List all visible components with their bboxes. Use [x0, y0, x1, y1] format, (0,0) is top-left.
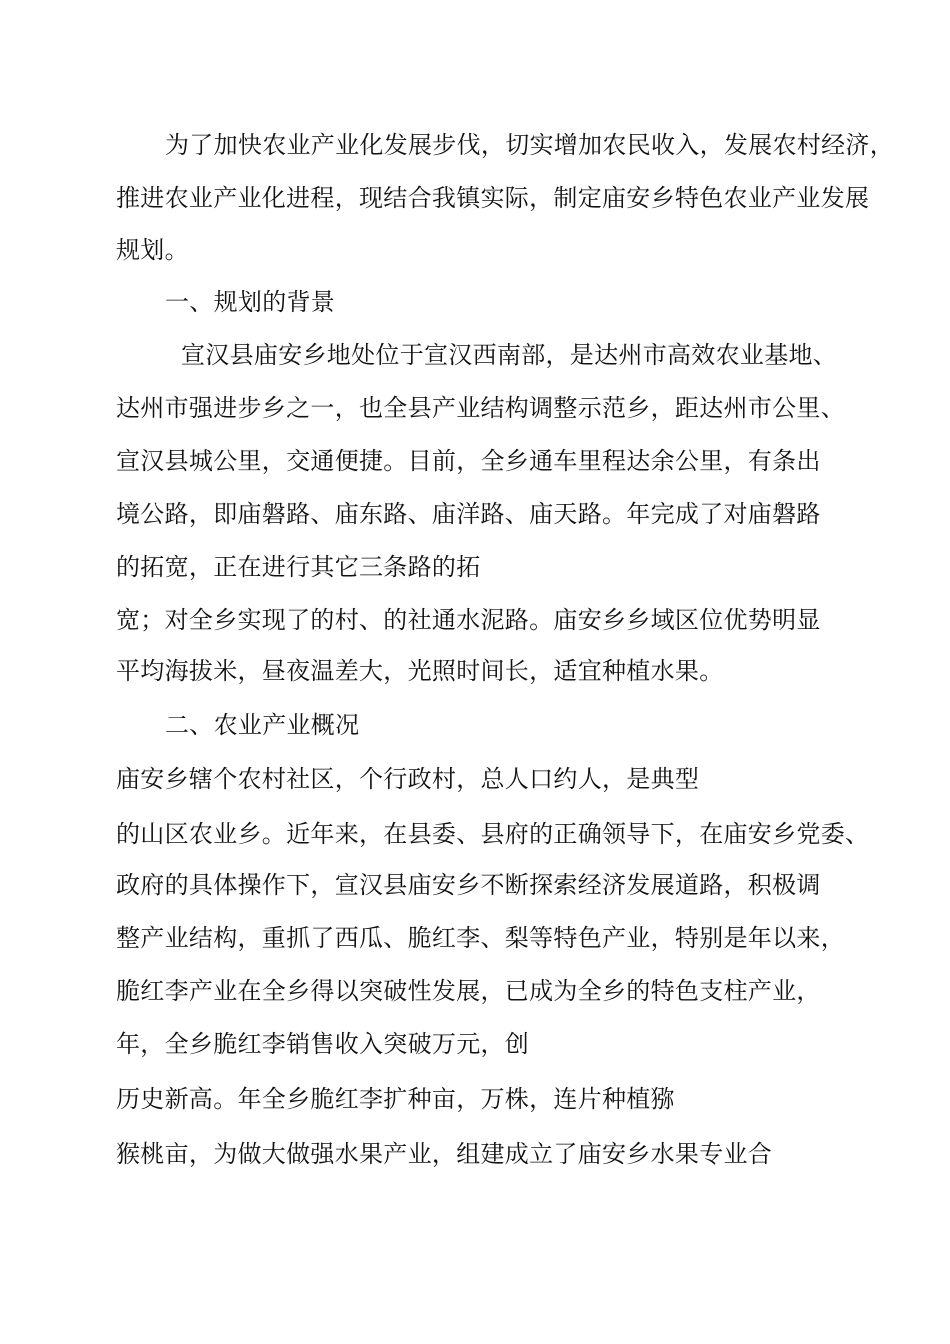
text-line: 脆红李产业在全乡得以突破性发展，已成为全乡的特色支柱产业， — [116, 977, 821, 1005]
text-line: 为了加快农业产业化发展步伐，切实增加农民收入，发展农村经济， — [165, 131, 894, 159]
text-line: 推进农业产业化进程，现结合我镇实际，制定庙安乡特色农业产业发展 — [116, 184, 870, 212]
text-line: 猴桃亩，为做大做强水果产业，组建成立了庙安乡水果专业合 — [116, 1140, 773, 1168]
text-line: 政府的具体操作下，宣汉县庙安乡不断探索经济发展道路，积极调 — [116, 871, 821, 899]
text-line: 达州市强进步乡之一，也全县产业结构调整示范乡，距达州市公里、 — [116, 394, 845, 422]
text-line: 宣汉县庙安乡地处位于宣汉西南部，是达州市高效农业基地、 — [181, 341, 838, 369]
text-line: 宣汉县城公里，交通便捷。目前，全乡通车里程达余公里，有条出 — [116, 447, 821, 475]
text-line: 年，全乡脆红李销售收入突破万元，创 — [116, 1030, 530, 1058]
text-line: 历史新高。年全乡脆红李扩种亩，万株，连片种植猕 — [116, 1085, 675, 1113]
text-line: 庙安乡辖个农村社区，个行政村，总人口约人，是典型 — [116, 765, 700, 793]
section-heading: 一、规划的背景 — [165, 288, 336, 316]
text-line: 整产业结构，重抓了西瓜、脆红李、梨等特色产业，特别是年以来， — [116, 924, 845, 952]
text-line: 境公路，即庙磐路、庙东路、庙洋路、庙天路。年完成了对庙磐路 — [116, 500, 821, 528]
text-line: 的拓宽，正在进行其它三条路的拓 — [116, 553, 481, 581]
section-heading: 二、农业产业概况 — [165, 711, 360, 739]
text-line: 的山区农业乡。近年来，在县委、县府的正确领导下，在庙安乡党委、 — [116, 820, 870, 848]
text-line: 平均海拔米，昼夜温差大，光照时间长，适宜种植水果。 — [116, 657, 724, 685]
text-line: 宽；对全乡实现了的村、的社通水泥路。庙安乡乡域区位优势明显 — [116, 606, 821, 634]
text-line: 规划。 — [116, 236, 189, 264]
